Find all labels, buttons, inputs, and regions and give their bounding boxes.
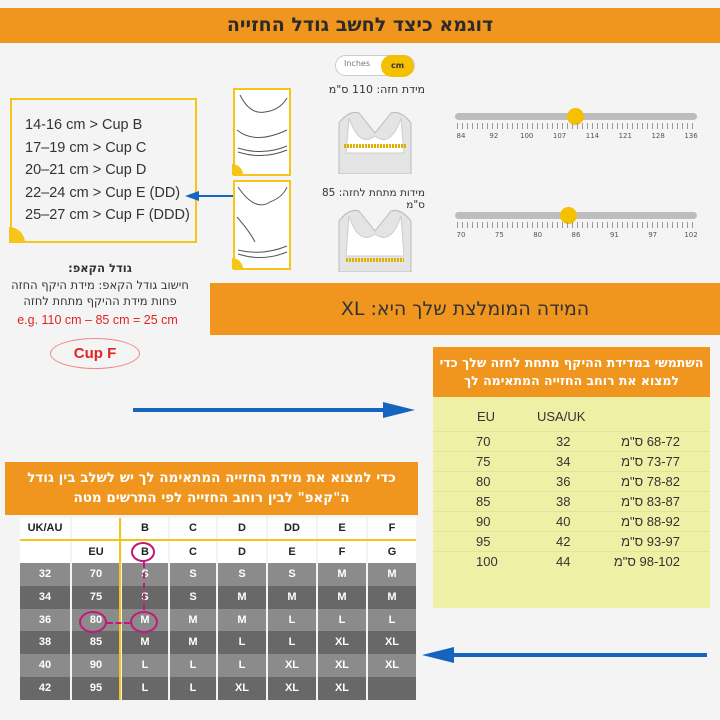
bust-label: מידת חזה: 110 ס"מ bbox=[328, 83, 425, 96]
cup-range: 14-16 cm > Cup B bbox=[25, 117, 143, 133]
table-cell: 40 bbox=[20, 654, 70, 677]
recommendation-banner: המידה המומלצת שלך היא: XL bbox=[210, 283, 720, 335]
table-cell: XL bbox=[316, 631, 366, 654]
cm-option[interactable]: cm bbox=[381, 55, 414, 77]
table-cell: DD bbox=[266, 518, 316, 539]
table-row bbox=[433, 451, 710, 471]
table-row bbox=[433, 511, 710, 531]
tick-label: 128 bbox=[651, 132, 665, 140]
size-table-header: כדי למצוא את מידת החזייה המתאימה לך יש לשלב בין גודל ה"קאפ" לבין רוחב החזייה לפי התרשים מטה bbox=[5, 462, 418, 515]
tick-label: 136 bbox=[684, 132, 698, 140]
cup-formula-line2: פחות מידת ההיקף מתחת לחזה bbox=[23, 294, 177, 308]
table-cell bbox=[366, 677, 416, 700]
bust-slider[interactable] bbox=[455, 106, 697, 146]
underbust-slider[interactable] bbox=[455, 205, 697, 245]
cup-heading: גודל הקאפ: bbox=[68, 261, 132, 275]
underbust-figure-icon bbox=[235, 182, 289, 268]
arrow-right-icon bbox=[133, 400, 415, 420]
table-cell: E bbox=[266, 541, 316, 563]
table-cell: S bbox=[120, 563, 168, 586]
table-cell: M bbox=[216, 609, 266, 632]
arrow-left-icon bbox=[422, 645, 707, 665]
unit-toggle[interactable] bbox=[335, 55, 415, 76]
table-cell: 80 bbox=[70, 609, 120, 632]
yellow-divider bbox=[119, 518, 121, 700]
table-cell: M bbox=[366, 586, 416, 609]
table-cell: 95 bbox=[70, 677, 120, 700]
table-row bbox=[433, 491, 710, 511]
table-cell: S bbox=[120, 586, 168, 609]
table-cell: S bbox=[168, 586, 216, 609]
measurement-range: 93-97 ס"מ bbox=[621, 534, 680, 549]
table-cell: XL bbox=[316, 654, 366, 677]
tick-label: 75 bbox=[494, 231, 504, 239]
underbust-measure-sketch bbox=[233, 180, 291, 270]
highlight-arrow bbox=[107, 622, 130, 624]
usa-uk-size: 44 bbox=[556, 554, 571, 569]
table-cell: S bbox=[168, 563, 216, 586]
table-cell: L bbox=[216, 654, 266, 677]
table-cell: L bbox=[120, 654, 168, 677]
table-cell: 85 bbox=[70, 631, 120, 654]
eu-size: 95 bbox=[476, 534, 491, 549]
bra-bust-icon bbox=[334, 108, 416, 174]
table-cell: M bbox=[168, 631, 216, 654]
eu-size: 85 bbox=[476, 494, 491, 509]
table-cell: XL bbox=[216, 677, 266, 700]
highlight-circle bbox=[79, 611, 107, 633]
cup-ranges-box bbox=[10, 98, 197, 243]
table-cell: F bbox=[366, 518, 416, 539]
tick-label: 114 bbox=[585, 132, 600, 140]
size-table bbox=[20, 518, 416, 700]
tick-label: 102 bbox=[684, 231, 698, 239]
tick-label: 97 bbox=[648, 231, 658, 239]
band-panel-header: השתמשי במדידת ההיקף מתחת לחזה שלך כדי למצוא את רוחב החזייה המתאימה לך bbox=[433, 347, 710, 397]
table-cell: L bbox=[168, 654, 216, 677]
table-cell: E bbox=[316, 518, 366, 539]
highlight-arrow bbox=[143, 562, 145, 610]
table-cell: D bbox=[216, 518, 266, 539]
table-cell: L bbox=[120, 677, 168, 700]
table-cell: M bbox=[266, 586, 316, 609]
slider-ticks bbox=[457, 123, 695, 129]
bra-underbust-icon bbox=[334, 206, 416, 272]
tick-label: 107 bbox=[552, 132, 567, 140]
table-cell: 36 bbox=[20, 609, 70, 632]
tick-label: 91 bbox=[609, 231, 619, 239]
table-cell: L bbox=[366, 609, 416, 632]
cup-range: 25–27 cm > Cup F (DDD) bbox=[25, 207, 190, 223]
measurement-range: 68-72 ס"מ bbox=[621, 434, 680, 449]
usa-uk-size: 34 bbox=[556, 454, 571, 469]
table-cell: XL bbox=[316, 677, 366, 700]
tick-label: 84 bbox=[456, 132, 466, 140]
bust-figure-icon bbox=[235, 90, 289, 174]
table-cell: XL bbox=[266, 677, 316, 700]
table-cell: M bbox=[366, 563, 416, 586]
table-cell: B bbox=[120, 541, 168, 563]
cup-range: 17–19 cm > Cup C bbox=[25, 139, 147, 156]
usa-uk-size: 42 bbox=[556, 534, 571, 549]
tick-label: 121 bbox=[618, 132, 632, 140]
table-cell: XL bbox=[366, 631, 416, 654]
table-cell: 42 bbox=[20, 677, 70, 700]
table-row bbox=[433, 531, 710, 551]
table-cell: F bbox=[316, 541, 366, 563]
cup-formula-line1: חישוב גודל הקאפ: מידת היקף החזה bbox=[11, 278, 189, 292]
table-cell: 90 bbox=[70, 654, 120, 677]
table-cell: M bbox=[316, 586, 366, 609]
table-cell: UK/AU bbox=[20, 518, 70, 539]
table-cell: M bbox=[316, 563, 366, 586]
usa-uk-size: 40 bbox=[556, 514, 571, 529]
table-cell: EU bbox=[70, 541, 120, 563]
table-cell: B bbox=[120, 518, 168, 539]
measurement-range: 78-82 ס"מ bbox=[621, 474, 680, 489]
table-cell: S bbox=[266, 563, 316, 586]
measurement-range: 88-92 ס"מ bbox=[621, 514, 680, 529]
table-cell: M bbox=[216, 586, 266, 609]
highlight-circle bbox=[131, 542, 155, 562]
measurement-range: 98-102 ס"מ bbox=[613, 554, 680, 569]
table-cell: G bbox=[366, 541, 416, 563]
table-cell bbox=[20, 541, 70, 563]
table-row bbox=[433, 551, 710, 571]
column-header-eu: EU bbox=[477, 409, 496, 424]
table-row bbox=[433, 431, 710, 451]
eu-size: 80 bbox=[476, 474, 491, 489]
inches-option[interactable]: Inches bbox=[344, 59, 370, 68]
tick-label: 100 bbox=[520, 132, 534, 140]
table-cell: M bbox=[168, 609, 216, 632]
table-cell: 70 bbox=[70, 563, 120, 586]
eu-size: 70 bbox=[476, 434, 491, 449]
tick-label: 80 bbox=[533, 231, 543, 239]
measurement-range: 73-77 ס"מ bbox=[621, 454, 680, 469]
cup-range: 22–24 cm > Cup E (DD) bbox=[25, 184, 181, 201]
usa-uk-size: 36 bbox=[556, 474, 571, 489]
usa-uk-size: 38 bbox=[556, 494, 571, 509]
table-cell: M bbox=[120, 609, 168, 632]
table-cell: S bbox=[216, 563, 266, 586]
tick-label: 92 bbox=[489, 132, 499, 140]
cup-range: 20–21 cm > Cup D bbox=[25, 162, 147, 178]
bust-measure-sketch bbox=[233, 88, 291, 176]
highlight-circle bbox=[130, 611, 158, 633]
cup-example: e.g. 110 cm – 85 cm = 25 cm bbox=[17, 313, 178, 327]
slider-ticks bbox=[457, 222, 695, 228]
table-cell: XL bbox=[366, 654, 416, 677]
table-cell: D bbox=[216, 541, 266, 563]
table-cell: C bbox=[168, 518, 216, 539]
usa-uk-size: 32 bbox=[556, 434, 571, 449]
table-cell: 32 bbox=[20, 563, 70, 586]
table-cell bbox=[70, 518, 120, 539]
table-cell: M bbox=[120, 631, 168, 654]
table-cell: L bbox=[266, 609, 316, 632]
column-header-usa-uk: USA/UK bbox=[537, 409, 586, 424]
table-cell: 38 bbox=[20, 631, 70, 654]
table-cell: L bbox=[216, 631, 266, 654]
eu-size: 90 bbox=[476, 514, 491, 529]
band-size-panel bbox=[433, 347, 710, 608]
table-cell: XL bbox=[266, 654, 316, 677]
table-cell: 34 bbox=[20, 586, 70, 609]
measurement-range: 83-87 ס"מ bbox=[621, 494, 680, 509]
table-cell: 75 bbox=[70, 586, 120, 609]
underbust-label: מידות מתחת לחזה: 85 ס"מ bbox=[321, 187, 425, 211]
page-title: דוגמא כיצד לחשב גודל החזייה bbox=[0, 8, 720, 43]
eu-size: 75 bbox=[476, 454, 491, 469]
table-cell: L bbox=[168, 677, 216, 700]
table-cell: L bbox=[316, 609, 366, 632]
table-row bbox=[433, 471, 710, 491]
table-cell: C bbox=[168, 541, 216, 563]
yellow-divider bbox=[20, 539, 416, 541]
cup-result: Cup F bbox=[50, 338, 140, 369]
tick-label: 86 bbox=[571, 231, 581, 239]
arrow-left-icon bbox=[185, 190, 235, 202]
table-cell: L bbox=[266, 631, 316, 654]
eu-size: 100 bbox=[476, 554, 498, 569]
tick-label: 70 bbox=[456, 231, 466, 239]
